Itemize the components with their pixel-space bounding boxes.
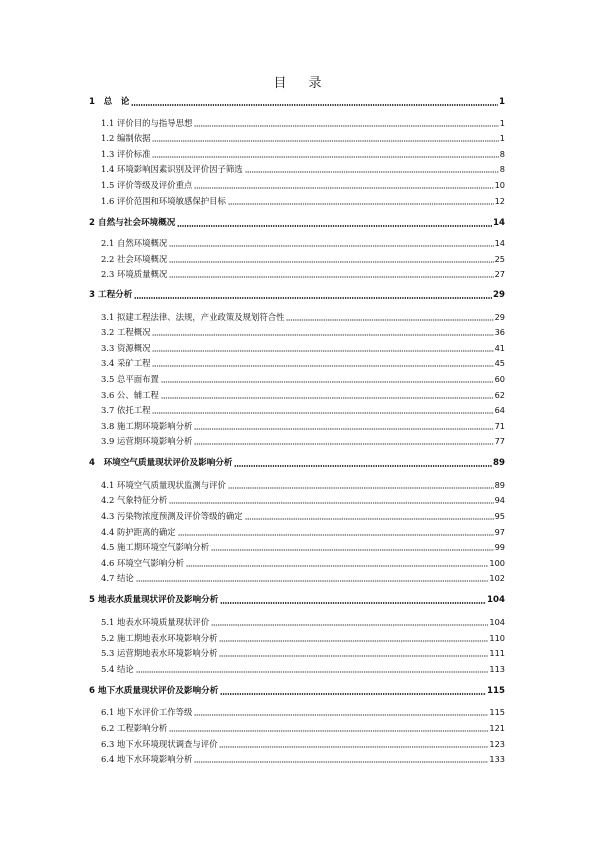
toc-section-entry[interactable] xyxy=(101,510,505,522)
toc-page-number: 102 xyxy=(489,573,505,583)
toc-page-number: 95 xyxy=(494,511,505,521)
toc-page-number: 89 xyxy=(493,458,505,468)
toc-dot-leader xyxy=(152,156,498,158)
toc-page-number: 36 xyxy=(494,327,505,337)
toc-dot-leader xyxy=(211,549,493,551)
toc-page-number: 25 xyxy=(494,254,505,264)
toc-section-entry[interactable] xyxy=(101,494,505,506)
toc-section-entry[interactable] xyxy=(101,557,505,569)
toc-entry-label: 3.3 资源概况 xyxy=(101,343,151,353)
toc-section-entry[interactable] xyxy=(101,195,505,207)
toc-section-entry[interactable] xyxy=(101,179,505,191)
toc-entry-label: 5.2 施工期地表水环境影响分析 xyxy=(101,633,218,643)
toc-section-entry[interactable] xyxy=(101,132,505,144)
toc-entry-label: 5 地表水质量现状评价及影响分析 xyxy=(89,595,219,605)
toc-section-entry[interactable] xyxy=(101,738,505,750)
toc-entry-label: 1.6 评价范围和环境敏感保护目标 xyxy=(101,196,226,206)
toc-entry-label: 3.6 公、辅工程 xyxy=(101,390,159,400)
toc-page-number: 71 xyxy=(494,421,505,431)
toc-page-number: 77 xyxy=(494,436,505,446)
toc-page-number: 62 xyxy=(494,390,505,400)
toc-section-entry[interactable] xyxy=(101,404,505,416)
toc-page-number: 45 xyxy=(494,358,505,368)
toc-dot-leader xyxy=(228,203,494,205)
toc-page-number: 64 xyxy=(494,405,505,415)
toc-section-entry[interactable] xyxy=(101,253,505,265)
toc-entry-label: 5.1 地表水环境质量现状评价 xyxy=(101,617,210,627)
toc-dot-leader xyxy=(220,693,486,695)
toc-section-entry[interactable] xyxy=(101,268,505,280)
toc-page-number: 29 xyxy=(494,312,505,322)
toc-page-number: 60 xyxy=(494,374,505,384)
toc-section-entry[interactable] xyxy=(101,526,505,538)
toc-dot-leader xyxy=(169,502,493,504)
toc-page-number: 121 xyxy=(489,723,505,733)
toc-page-number: 110 xyxy=(489,633,505,643)
toc-dot-leader xyxy=(219,746,488,748)
toc-page-number: 14 xyxy=(494,238,505,248)
toc-section-entry[interactable] xyxy=(101,373,505,385)
toc-dot-leader xyxy=(219,640,488,642)
toc-page-number: 1 xyxy=(499,97,505,107)
toc-section-entry[interactable] xyxy=(101,663,505,675)
toc-entry-label: 6 地下水质量现状评价及影响分析 xyxy=(89,686,219,696)
toc-dot-leader xyxy=(161,397,494,399)
toc-dot-leader xyxy=(152,350,493,352)
page-title-char-2: 录 xyxy=(308,76,322,91)
toc-entry-label: 1.5 评价等级及评价重点 xyxy=(101,180,193,190)
toc-entry-label: 4.5 施工期环境空气影响分析 xyxy=(101,542,210,552)
toc-entry-label: 2.2 社会环境概况 xyxy=(101,254,168,264)
toc-page-number: 1 xyxy=(499,118,505,128)
toc-page-number: 104 xyxy=(489,617,505,627)
toc-section-entry[interactable] xyxy=(101,632,505,644)
toc-page-number: 27 xyxy=(494,269,505,279)
toc-dot-leader xyxy=(131,104,498,106)
page-title-char-1: 目 xyxy=(273,76,287,91)
toc-dot-leader xyxy=(234,465,492,467)
toc-entry-label: 1.4 环境影响因素识别及评价因子筛选 xyxy=(101,164,243,174)
toc-section-entry[interactable] xyxy=(101,237,505,249)
toc-section-entry[interactable] xyxy=(101,357,505,369)
toc-page-number: 8 xyxy=(499,149,505,159)
toc-entry-label: 4.2 气象特征分析 xyxy=(101,495,168,505)
toc-dot-leader xyxy=(211,624,488,626)
toc-section-entry[interactable] xyxy=(101,479,505,491)
toc-dot-leader xyxy=(169,261,493,263)
toc-section-entry[interactable] xyxy=(101,311,505,323)
toc-entry-label: 3.1 拟建工程法律、法规，产业政策及规划符合性 xyxy=(101,312,285,322)
toc-page-number: 133 xyxy=(489,754,505,764)
toc-dot-leader xyxy=(194,443,493,445)
toc-page-number: 10 xyxy=(494,180,505,190)
toc-entry-label: 3 工程分析 xyxy=(89,290,133,300)
toc-dot-leader xyxy=(245,518,494,520)
toc-page-number: 115 xyxy=(489,707,505,717)
toc-entry-label: 2 自然与社会环境概况 xyxy=(89,218,176,228)
toc-section-entry[interactable] xyxy=(101,647,505,659)
toc-page-number: 12 xyxy=(494,196,505,206)
toc-entry-label: 3.7 依托工程 xyxy=(101,405,151,415)
toc-section-entry[interactable] xyxy=(101,389,505,401)
toc-entry-label: 4 环境空气质量现状评价及影响分析 xyxy=(89,458,233,468)
toc-dot-leader xyxy=(245,171,499,173)
toc-entry-label: 2.1 自然环境概况 xyxy=(101,238,168,248)
toc-dot-leader xyxy=(169,245,493,247)
toc-dot-leader xyxy=(194,428,493,430)
toc-entry-label: 6.3 地下水环境现状调查与评价 xyxy=(101,739,218,749)
toc-entry-label: 1.3 评价标准 xyxy=(101,149,151,159)
toc-entry-label: 1.1 评价目的与指导思想 xyxy=(101,118,193,128)
toc-dot-leader xyxy=(228,487,494,489)
toc-entry-label: 6.1 地下水评价工作等级 xyxy=(101,707,193,717)
toc-entry-label: 3.8 施工期环境影响分析 xyxy=(101,421,193,431)
toc-section-entry[interactable] xyxy=(101,342,505,354)
toc-dot-leader xyxy=(286,319,493,321)
toc-entry-label: 2.3 环境质量概况 xyxy=(101,269,168,279)
toc-chapter-entry[interactable] xyxy=(89,685,505,697)
toc-dot-leader xyxy=(194,125,498,127)
toc-section-entry[interactable] xyxy=(101,706,505,718)
toc-page-number: 99 xyxy=(494,542,505,552)
toc-dot-leader xyxy=(169,730,488,732)
toc-section-entry[interactable] xyxy=(101,117,505,129)
toc-page-number: 113 xyxy=(489,664,505,674)
toc-page-number: 104 xyxy=(487,595,505,605)
toc-page-number: 100 xyxy=(489,558,505,568)
toc-section-entry[interactable] xyxy=(101,541,505,553)
toc-dot-leader xyxy=(220,602,486,604)
toc-entry-label: 4.1 环境空气质量现状监测与评价 xyxy=(101,480,226,490)
toc-section-entry[interactable] xyxy=(101,616,505,628)
toc-dot-leader xyxy=(152,334,493,336)
toc-page-number: 41 xyxy=(494,343,505,353)
toc-page-number: 123 xyxy=(489,739,505,749)
toc-page-number: 115 xyxy=(487,686,505,696)
toc-section-entry[interactable] xyxy=(101,163,505,175)
toc-dot-leader xyxy=(134,297,492,299)
toc-dot-leader xyxy=(152,412,493,414)
toc-entry-label: 3.2 工程概况 xyxy=(101,327,151,337)
toc-chapter-entry[interactable] xyxy=(89,457,505,469)
toc-section-entry[interactable] xyxy=(101,753,505,765)
toc-page-number: 97 xyxy=(494,527,505,537)
toc-entry-label: 6.4 地下水环境影响分析 xyxy=(101,754,193,764)
toc-page-number: 94 xyxy=(494,495,505,505)
toc-section-entry[interactable] xyxy=(101,326,505,338)
toc-page-number: 1 xyxy=(499,133,505,143)
toc-section-entry[interactable] xyxy=(101,722,505,734)
toc-entry-label: 4.4 防护距离的确定 xyxy=(101,527,176,537)
toc-chapter-entry[interactable] xyxy=(89,594,505,606)
toc-chapter-entry[interactable] xyxy=(89,289,505,301)
toc-entry-label: 3.9 运营期环境影响分析 xyxy=(101,436,193,446)
toc-section-entry[interactable] xyxy=(101,435,505,447)
toc-page-number: 111 xyxy=(489,648,505,658)
toc-dot-leader xyxy=(136,580,489,582)
toc-entry-label: 4.6 环境空气影响分析 xyxy=(101,558,184,568)
toc-page-number: 89 xyxy=(494,480,505,490)
toc-entry-label: 5.3 运营期地表水环境影响分析 xyxy=(101,648,218,658)
toc-dot-leader xyxy=(177,225,492,227)
toc-entry-label: 1.2 编制依据 xyxy=(101,133,151,143)
toc-entry-label: 4.7 结论 xyxy=(101,573,134,583)
toc-entry-label: 1 总 论 xyxy=(89,97,130,107)
toc-dot-leader xyxy=(186,565,488,567)
toc-dot-leader xyxy=(194,761,488,763)
toc-entry-label: 3.5 总平面布置 xyxy=(101,374,159,384)
toc-dot-leader xyxy=(152,140,498,142)
toc-section-entry[interactable] xyxy=(101,148,505,160)
toc-page-number: 8 xyxy=(499,164,505,174)
toc-entry-label: 6.2 工程影响分析 xyxy=(101,723,168,733)
toc-dot-leader xyxy=(194,187,493,189)
toc-dot-leader xyxy=(169,276,493,278)
toc-chapter-entry[interactable] xyxy=(89,96,505,108)
toc-page-number: 14 xyxy=(493,218,505,228)
toc-chapter-entry[interactable] xyxy=(89,217,505,229)
toc-dot-leader xyxy=(219,655,488,657)
toc-page-number: 29 xyxy=(493,290,505,300)
toc-entry-label: 5.4 结论 xyxy=(101,664,134,674)
toc-entry-label: 4.3 污染物浓度预测及评价等级的确定 xyxy=(101,511,243,521)
toc-dot-leader xyxy=(194,714,488,716)
toc-dot-leader xyxy=(152,365,493,367)
toc-dot-leader xyxy=(136,671,489,673)
toc-dot-leader xyxy=(178,534,494,536)
toc-dot-leader xyxy=(161,381,494,383)
toc-section-entry[interactable] xyxy=(101,420,505,432)
toc-entry-label: 3.4 采矿工程 xyxy=(101,358,151,368)
toc-section-entry[interactable] xyxy=(101,572,505,584)
